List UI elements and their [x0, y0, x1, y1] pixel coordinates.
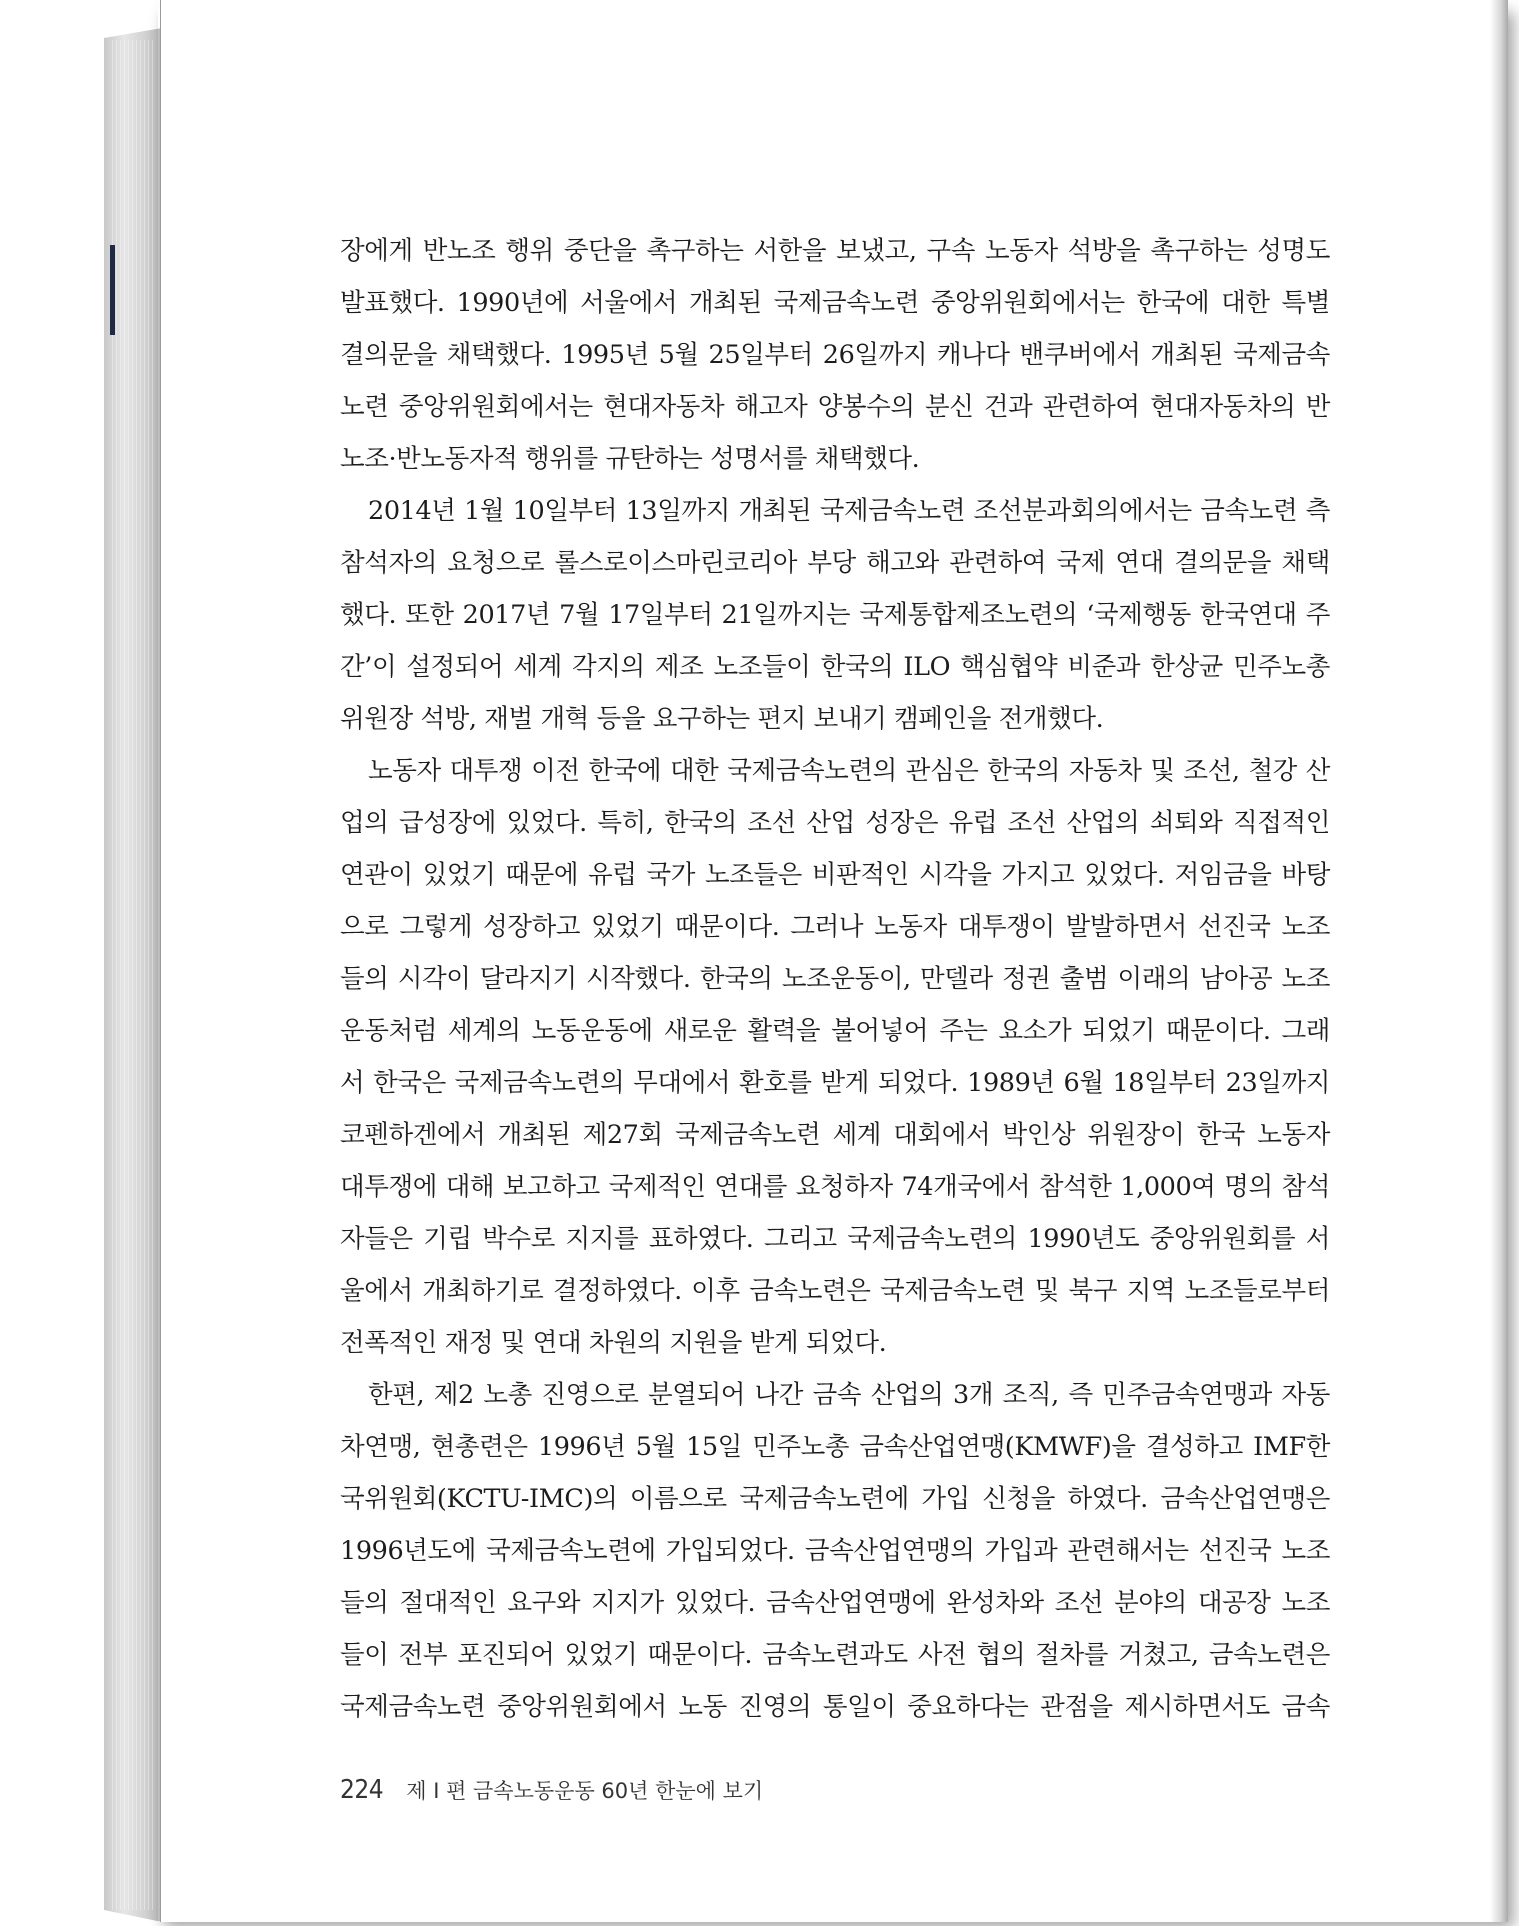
text-line: 울에서 개최하기로 결정하였다. 이후 금속노련은 국제금속노련 및 북구 지역 노조들로부터 — [340, 1276, 1330, 1306]
page-right-edge — [1490, 0, 1508, 1922]
running-head: 제 I 편 금속노동운동 60년 한눈에 보기 — [406, 1779, 764, 1803]
text-line: 코펜하겐에서 개최된 제27회 국제금속노련 세계 대회에서 박인상 위원장이 한국 노동자 — [340, 1120, 1330, 1150]
text-line: 업의 급성장에 있었다. 특히, 한국의 조선 산업 성장은 유럽 조선 산업의 쇠퇴와 직접적인 — [340, 808, 1330, 838]
text-line: 한편, 제2 노총 진영으로 분열되어 나간 금속 산업의 3개 조직, 즉 민주금속연맹과 자동 — [368, 1380, 1330, 1410]
text-line: 차연맹, 현총련은 1996년 5월 15일 민주노총 금속산업연맹(KMWF)을 결성하고 IMF한 — [340, 1432, 1330, 1462]
text-line: 국제금속노련 중앙위원회에서 노동 진영의 통일이 중요하다는 관점을 제시하면서도 금속 — [340, 1692, 1330, 1722]
text-line: 했다. 또한 2017년 7월 17일부터 21일까지는 국제통합제조노련의 ‘국제행동 한국연대 주 — [340, 600, 1330, 630]
body-text — [340, 225, 1330, 1733]
bookmark-ribbon — [110, 245, 115, 335]
text-line: 들의 시각이 달라지기 시작했다. 한국의 노조운동이, 만델라 정권 출범 이래의 남아공 노조 — [340, 964, 1330, 994]
text-line: 전폭적인 재정 및 연대 차원의 지원을 받게 되었다. — [340, 1328, 887, 1358]
text-line: 서 한국은 국제금속노련의 무대에서 환호를 받게 되었다. 1989년 6월 18일부터 23일까지 — [340, 1068, 1330, 1098]
text-line: 1996년도에 국제금속노련에 가입되었다. 금속산업연맹의 가입과 관련해서는 선진국 노조 — [340, 1536, 1330, 1566]
paragraph — [340, 1369, 1330, 1733]
text-line: 2014년 1월 10일부터 13일까지 개최된 국제금속노련 조선분과회의에서는 금속노련 측 — [368, 496, 1330, 526]
text-line: 들이 전부 포진되어 있었기 때문이다. 금속노련과도 사전 협의 절차를 거쳤고, 금속노련은 — [340, 1640, 1330, 1670]
paragraph — [340, 485, 1330, 745]
page-footer — [340, 1772, 763, 1808]
text-line: 발표했다. 1990년에 서울에서 개최된 국제금속노련 중앙위원회에서는 한국에 대한 특별 — [340, 288, 1330, 318]
text-line: 운동처럼 세계의 노동운동에 새로운 활력을 불어넣어 주는 요소가 되었기 때문이다. 그래 — [340, 1016, 1330, 1046]
text-line: 자들은 기립 박수로 지지를 표하였다. 그리고 국제금속노련의 1990년도 중앙위원회를 서 — [340, 1224, 1330, 1254]
text-line: 위원장 석방, 재벌 개혁 등을 요구하는 편지 보내기 캠페인을 전개했다. — [340, 704, 1104, 734]
text-line: 노조·반노동자적 행위를 규탄하는 성명서를 채택했다. — [340, 444, 920, 474]
text-line: 국위원회(KCTU-IMC)의 이름으로 국제금속노련에 가입 신청을 하였다. 금속산업연맹은 — [340, 1484, 1330, 1514]
paragraph — [340, 745, 1330, 1369]
text-line: 으로 그렇게 성장하고 있었기 때문이다. 그러나 노동자 대투쟁이 발발하면서 선진국 노조 — [340, 912, 1330, 942]
text-line: 들의 절대적인 요구와 지지가 있었다. 금속산업연맹에 완성차와 조선 분야의 대공장 노조 — [340, 1588, 1330, 1618]
text-line: 노동자 대투쟁 이전 한국에 대한 국제금속노련의 관심은 한국의 자동차 및 조선, 철강 산 — [368, 756, 1330, 786]
text-line: 대투쟁에 대해 보고하고 국제적인 연대를 요청하자 74개국에서 참석한 1,000여 명의 참석 — [340, 1172, 1330, 1202]
text-line: 간’이 설정되어 세계 각지의 제조 노조들이 한국의 ILO 핵심협약 비준과 한상균 민주노총 — [340, 652, 1330, 682]
paragraph — [340, 225, 1330, 485]
page-number: 224 — [340, 1775, 384, 1805]
book-page-edges — [112, 40, 156, 1910]
text-line: 참석자의 요청으로 롤스로이스마린코리아 부당 해고와 관련하여 국제 연대 결의문을 채택 — [340, 548, 1330, 578]
text-line: 노련 중앙위원회에서는 현대자동차 해고자 양봉수의 분신 건과 관련하여 현대자동차의 반 — [340, 392, 1330, 422]
text-line: 연관이 있었기 때문에 유럽 국가 노조들은 비판적인 시각을 가지고 있었다. 저임금을 바탕 — [340, 860, 1330, 890]
text-line: 장에게 반노조 행위 중단을 촉구하는 서한을 보냈고, 구속 노동자 석방을 촉구하는 성명도 — [340, 236, 1330, 266]
text-line: 결의문을 채택했다. 1995년 5월 25일부터 26일까지 캐나다 밴쿠버에서 개최된 국제금속 — [340, 340, 1330, 370]
